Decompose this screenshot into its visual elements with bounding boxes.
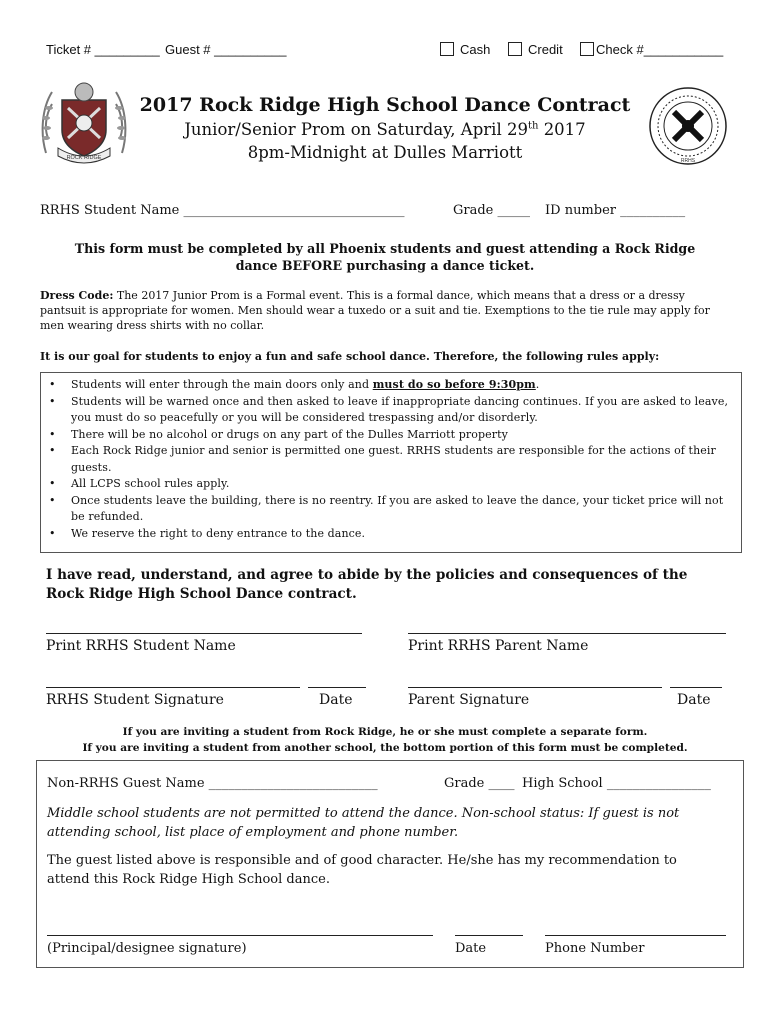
parent-name-line[interactable] <box>408 633 726 634</box>
credit-label: Credit <box>528 42 563 57</box>
parent-signature-caption: Parent Signature <box>408 692 530 708</box>
completion-notice-line-1: This form must be completed by all Phoenix students and guest attending a Rock Ridge <box>74 241 696 256</box>
agreement-statement <box>46 566 746 604</box>
guest-status-note-line-2: attending school, list place of employment and phone number. <box>47 825 459 840</box>
cash-checkbox-box[interactable] <box>440 42 454 56</box>
guest-grade-field[interactable]: Grade ____ <box>444 776 515 791</box>
rule-1-end: . <box>535 378 540 391</box>
ticket-number-field[interactable]: Ticket # _________ <box>46 42 160 57</box>
parent-date-caption: Date <box>677 692 711 708</box>
guest-number-field[interactable]: Guest # __________ <box>165 42 287 57</box>
check-checkbox[interactable] <box>580 42 723 57</box>
grade-field[interactable]: Grade _____ <box>453 203 530 218</box>
invite-notice-line-2: If you are inviting a student from another school, the bottom portion of this form must be completed. <box>82 741 688 754</box>
dress-code-text: The 2017 Junior Prom is a Formal event. This is a formal dance, which means that a dress or a dressy pantsuit is appropriate for women. Men should wear a tuxedo or a suit and tie. Exemptions to the tie rule may apply for men wearing dress shirts with no collar. <box>40 289 710 332</box>
rule-1-text: Students will enter through the main doors only and <box>71 378 373 391</box>
parent-signature-line[interactable] <box>408 687 662 688</box>
page-title: 2017 Rock Ridge High School Dance Contract <box>139 94 631 116</box>
parent-date-line[interactable] <box>670 687 722 688</box>
student-signature-caption: RRHS Student Signature <box>46 692 224 708</box>
seal-logo-text: RRHS <box>680 158 696 164</box>
rule-item <box>41 377 735 394</box>
student-name-caption: Print RRHS Student Name <box>46 638 236 654</box>
event-year: 2017 <box>543 120 586 139</box>
dress-code-label: Dress Code: <box>40 289 114 302</box>
rule-item: • We reserve the right to deny entrance to the dance. <box>41 526 735 543</box>
invite-notice-line-1: If you are inviting a student from Rock Ridge, he or she must complete a separate form. <box>122 726 648 738</box>
id-number-field[interactable]: ID number __________ <box>545 203 686 218</box>
rule-item: • Students will be warned once and then asked to leave if inappropriate dancing continues. If you are asked to leave, you must do so peacefully or you will be considered trespassing and/or disorderly. <box>41 394 735 427</box>
principal-signature-caption: (Principal/designee signature) <box>47 941 247 956</box>
rule-item: • All LCPS school rules apply. <box>41 476 735 493</box>
invite-notice <box>30 725 740 756</box>
principal-signature-line[interactable] <box>47 935 433 936</box>
rules-box <box>40 372 742 553</box>
event-subtitle <box>130 120 640 139</box>
rules-intro: It is our goal for students to enjoy a fun and safe school dance. Therefore, the following rules apply: <box>40 350 660 363</box>
recommendation-line-2: attend this Rock Ridge High School dance. <box>47 872 330 887</box>
student-date-line[interactable] <box>308 687 366 688</box>
check-label: Check #___________ <box>596 42 724 57</box>
event-date-text: Junior/Senior Prom on Saturday, April 29 <box>184 120 528 139</box>
student-name-field[interactable]: RRHS Student Name __________________________________ <box>40 203 405 218</box>
guest-status-note <box>47 804 737 842</box>
crest-logo-text: ROCK RIDGE <box>66 155 102 161</box>
school-crest-logo-left <box>38 78 130 168</box>
rule-item: • There will be no alcohol or drugs on any part of the Dulles Marriott property <box>41 427 735 444</box>
guest-high-school-field[interactable]: High School ________________ <box>522 776 711 791</box>
school-seal-logo-right <box>648 86 728 166</box>
guest-name-field[interactable]: Non-RRHS Guest Name __________________________ <box>47 776 378 791</box>
credit-checkbox[interactable] <box>508 42 563 57</box>
check-checkbox-box[interactable] <box>580 42 594 56</box>
student-signature-line[interactable] <box>46 687 300 688</box>
cash-checkbox[interactable] <box>440 42 490 57</box>
parent-name-caption: Print RRHS Parent Name <box>408 638 589 654</box>
event-date-suffix: th <box>527 120 539 132</box>
recommendation-text <box>47 851 737 889</box>
principal-phone-caption: Phone Number <box>545 941 645 956</box>
seal-icon <box>648 86 728 166</box>
principal-phone-line[interactable] <box>545 935 726 936</box>
principal-date-line[interactable] <box>455 935 523 936</box>
rule-1-emphasis: must do so before 9:30pm <box>372 378 536 391</box>
guest-status-note-line-1: Middle school students are not permitted to attend the dance. Non-school status: If guest is not <box>47 806 680 821</box>
credit-checkbox-box[interactable] <box>508 42 522 56</box>
student-name-line[interactable] <box>46 633 362 634</box>
rules-list <box>41 377 735 542</box>
cash-label: Cash <box>460 42 491 57</box>
dress-code-paragraph <box>40 288 730 333</box>
agreement-line-2: Rock Ridge High School Dance contract. <box>46 586 357 602</box>
principal-date-caption: Date <box>455 941 487 956</box>
event-time-location: 8pm-Midnight at Dulles Marriott <box>247 143 523 162</box>
agreement-line-1: I have read, understand, and agree to abide by the policies and consequences of the <box>46 567 688 583</box>
recommendation-line-1: The guest listed above is responsible and of good character. He/she has my recommendation to <box>47 853 677 868</box>
completion-notice <box>40 240 730 274</box>
crest-icon <box>38 78 130 168</box>
completion-notice-line-2: dance BEFORE purchasing a dance ticket. <box>235 258 535 273</box>
student-date-caption: Date <box>319 692 353 708</box>
rule-item: • Each Rock Ridge junior and senior is permitted one guest. RRHS students are responsible for the actions of their guests. <box>41 443 735 476</box>
rule-item: • Once students leave the building, there is no reentry. If you are asked to leave the dance, your ticket price will not be refunded. <box>41 493 735 526</box>
